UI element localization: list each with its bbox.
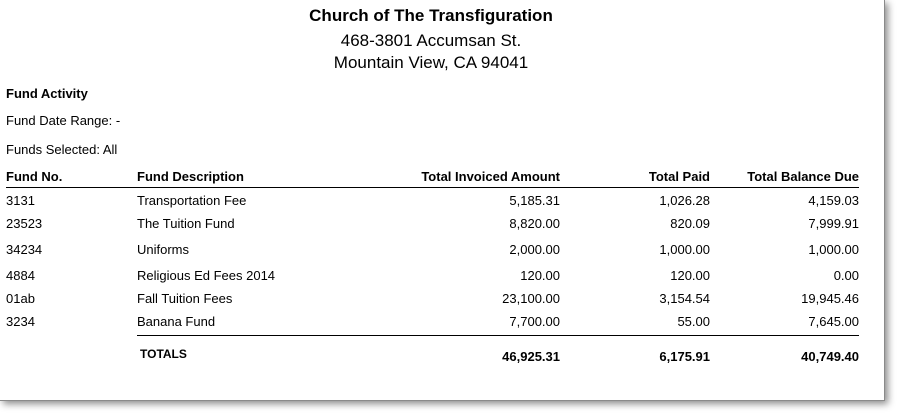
address-line-1: 468-3801 Accumsan St. (340, 31, 522, 50)
total-balance-cell: 0.00 (833, 268, 859, 283)
total-balance-cell: 1,000.00 (808, 242, 859, 257)
total-balance-cell: 7,645.00 (808, 314, 859, 329)
organization-name: Church of The Transfiguration (309, 6, 553, 25)
fund-description-cell: Uniforms (137, 242, 190, 257)
fund-date-range: Fund Date Range: - (6, 113, 121, 128)
column-header-total-paid: Total Paid (648, 169, 710, 184)
fund-no-cell: 01ab (6, 291, 35, 306)
fund-description-cell: Fall Tuition Fees (137, 291, 233, 306)
address-line-2: Mountain View, CA 94041 (333, 53, 529, 72)
total-paid-cell: 1,026.28 (659, 193, 710, 208)
report-title: Fund Activity (6, 86, 88, 101)
totals-divider (137, 335, 859, 336)
total-invoiced-cell: 120.00 (520, 268, 560, 283)
funds-selected: Funds Selected: All (6, 142, 118, 157)
column-header-fund-description: Fund Description (137, 169, 244, 184)
fund-description-cell: Religious Ed Fees 2014 (137, 268, 276, 283)
header-divider (6, 187, 859, 188)
column-header-total-invoiced: Total Invoiced Amount (421, 169, 560, 184)
fund-no-cell: 34234 (6, 242, 43, 257)
total-invoiced-cell: 23,100.00 (502, 291, 560, 306)
total-paid-cell: 55.00 (677, 314, 710, 329)
total-balance-cell: 7,999.91 (808, 216, 859, 231)
column-header-total-balance: Total Balance Due (747, 169, 859, 184)
fund-description-cell: Transportation Fee (137, 193, 247, 208)
total-invoiced-cell: 5,185.31 (509, 193, 560, 208)
total-paid-cell: 1,000.00 (659, 242, 710, 257)
fund-no-cell: 3234 (6, 314, 35, 329)
totals-invoiced: 46,925.31 (502, 349, 560, 364)
total-paid-cell: 120.00 (670, 268, 710, 283)
total-invoiced-cell: 8,820.00 (509, 216, 560, 231)
column-header-fund-no: Fund No. (6, 169, 63, 184)
totals-label: TOTALS (140, 347, 187, 361)
fund-description-cell: Banana Fund (137, 314, 216, 329)
totals-balance: 40,749.40 (801, 349, 859, 364)
total-balance-cell: 19,945.46 (801, 291, 859, 306)
totals-paid: 6,175.91 (659, 349, 710, 364)
fund-no-cell: 3131 (6, 193, 35, 208)
total-paid-cell: 820.09 (670, 216, 710, 231)
total-balance-cell: 4,159.03 (808, 193, 859, 208)
total-invoiced-cell: 2,000.00 (509, 242, 560, 257)
total-invoiced-cell: 7,700.00 (509, 314, 560, 329)
total-paid-cell: 3,154.54 (659, 291, 710, 306)
fund-no-cell: 23523 (6, 216, 43, 231)
fund-description-cell: The Tuition Fund (137, 216, 235, 231)
fund-no-cell: 4884 (6, 268, 35, 283)
